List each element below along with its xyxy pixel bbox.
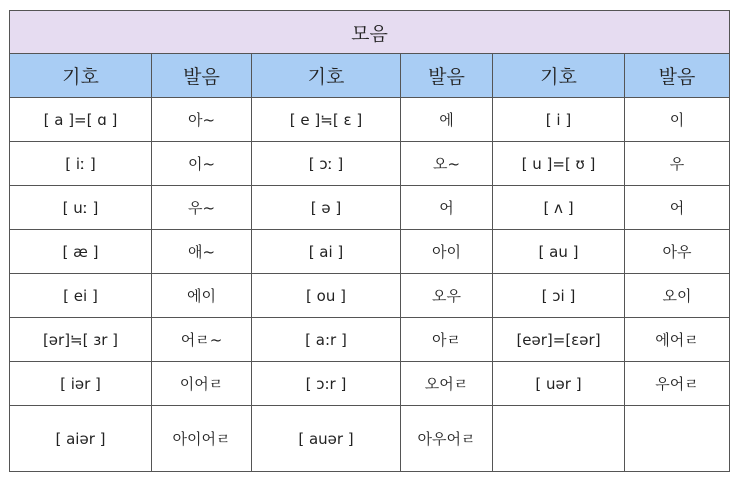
symbol-cell: [ æ ]	[10, 230, 152, 274]
pronunciation-cell: 에어ㄹ	[625, 318, 730, 362]
symbol-cell: [ ɔi ]	[493, 274, 625, 318]
pronunciation-cell: 오우	[401, 274, 493, 318]
pronunciation-cell: 어	[401, 186, 493, 230]
empty-cell	[625, 406, 730, 472]
vowel-table	[9, 10, 730, 472]
symbol-cell: [ u ]=[ ʊ ]	[493, 142, 625, 186]
symbol-cell: [eər]=[ɛər]	[493, 318, 625, 362]
pronunciation-cell: 아~	[152, 98, 252, 142]
symbol-cell: [ ei ]	[10, 274, 152, 318]
header-symbol: 기호	[493, 54, 625, 98]
symbol-cell: [ ai ]	[252, 230, 401, 274]
table-row	[10, 406, 730, 472]
pronunciation-cell: 아이어ㄹ	[152, 406, 252, 472]
table-row	[10, 98, 730, 142]
pronunciation-cell: 오어ㄹ	[401, 362, 493, 406]
symbol-cell: [ uər ]	[493, 362, 625, 406]
pronunciation-cell: 어ㄹ~	[152, 318, 252, 362]
pronunciation-cell: 어	[625, 186, 730, 230]
symbol-cell: [ ə ]	[252, 186, 401, 230]
pronunciation-cell: 에이	[152, 274, 252, 318]
pronunciation-cell: 우어ㄹ	[625, 362, 730, 406]
symbol-cell: [ a:r ]	[252, 318, 401, 362]
table-row	[10, 142, 730, 186]
table-title: 모음	[10, 11, 730, 54]
pronunciation-cell: 애~	[152, 230, 252, 274]
pronunciation-cell: 오~	[401, 142, 493, 186]
pronunciation-cell: 우	[625, 142, 730, 186]
pronunciation-cell: 아이	[401, 230, 493, 274]
symbol-cell: [ au ]	[493, 230, 625, 274]
symbol-cell: [ ɔ:r ]	[252, 362, 401, 406]
symbol-cell: [ uː ]	[10, 186, 152, 230]
pronunciation-cell: 아우어ㄹ	[401, 406, 493, 472]
title-row	[10, 11, 730, 54]
symbol-cell: [ aiər ]	[10, 406, 152, 472]
symbol-cell: [ i ]	[493, 98, 625, 142]
header-pronunciation: 발음	[401, 54, 493, 98]
pronunciation-cell: 이어ㄹ	[152, 362, 252, 406]
symbol-cell: [ ɔː ]	[252, 142, 401, 186]
symbol-cell: [ ou ]	[252, 274, 401, 318]
header-symbol: 기호	[10, 54, 152, 98]
pronunciation-cell: 아ㄹ	[401, 318, 493, 362]
table-row	[10, 274, 730, 318]
pronunciation-cell: 오이	[625, 274, 730, 318]
pronunciation-cell: 우~	[152, 186, 252, 230]
pronunciation-cell: 에	[401, 98, 493, 142]
symbol-cell: [ auər ]	[252, 406, 401, 472]
header-pronunciation: 발음	[152, 54, 252, 98]
symbol-cell: [ iː ]	[10, 142, 152, 186]
symbol-cell: [ ʌ ]	[493, 186, 625, 230]
symbol-cell: [ e ]≒[ ɛ ]	[252, 98, 401, 142]
pronunciation-cell: 이	[625, 98, 730, 142]
symbol-cell: [ər]≒[ ɜr ]	[10, 318, 152, 362]
symbol-cell: [ a ]=[ ɑ ]	[10, 98, 152, 142]
header-row	[10, 54, 730, 98]
empty-cell	[493, 406, 625, 472]
pronunciation-cell: 이~	[152, 142, 252, 186]
table-row	[10, 362, 730, 406]
table-row	[10, 318, 730, 362]
header-pronunciation: 발음	[625, 54, 730, 98]
symbol-cell: [ iər ]	[10, 362, 152, 406]
table-row	[10, 186, 730, 230]
pronunciation-cell: 아우	[625, 230, 730, 274]
header-symbol: 기호	[252, 54, 401, 98]
table-row	[10, 230, 730, 274]
